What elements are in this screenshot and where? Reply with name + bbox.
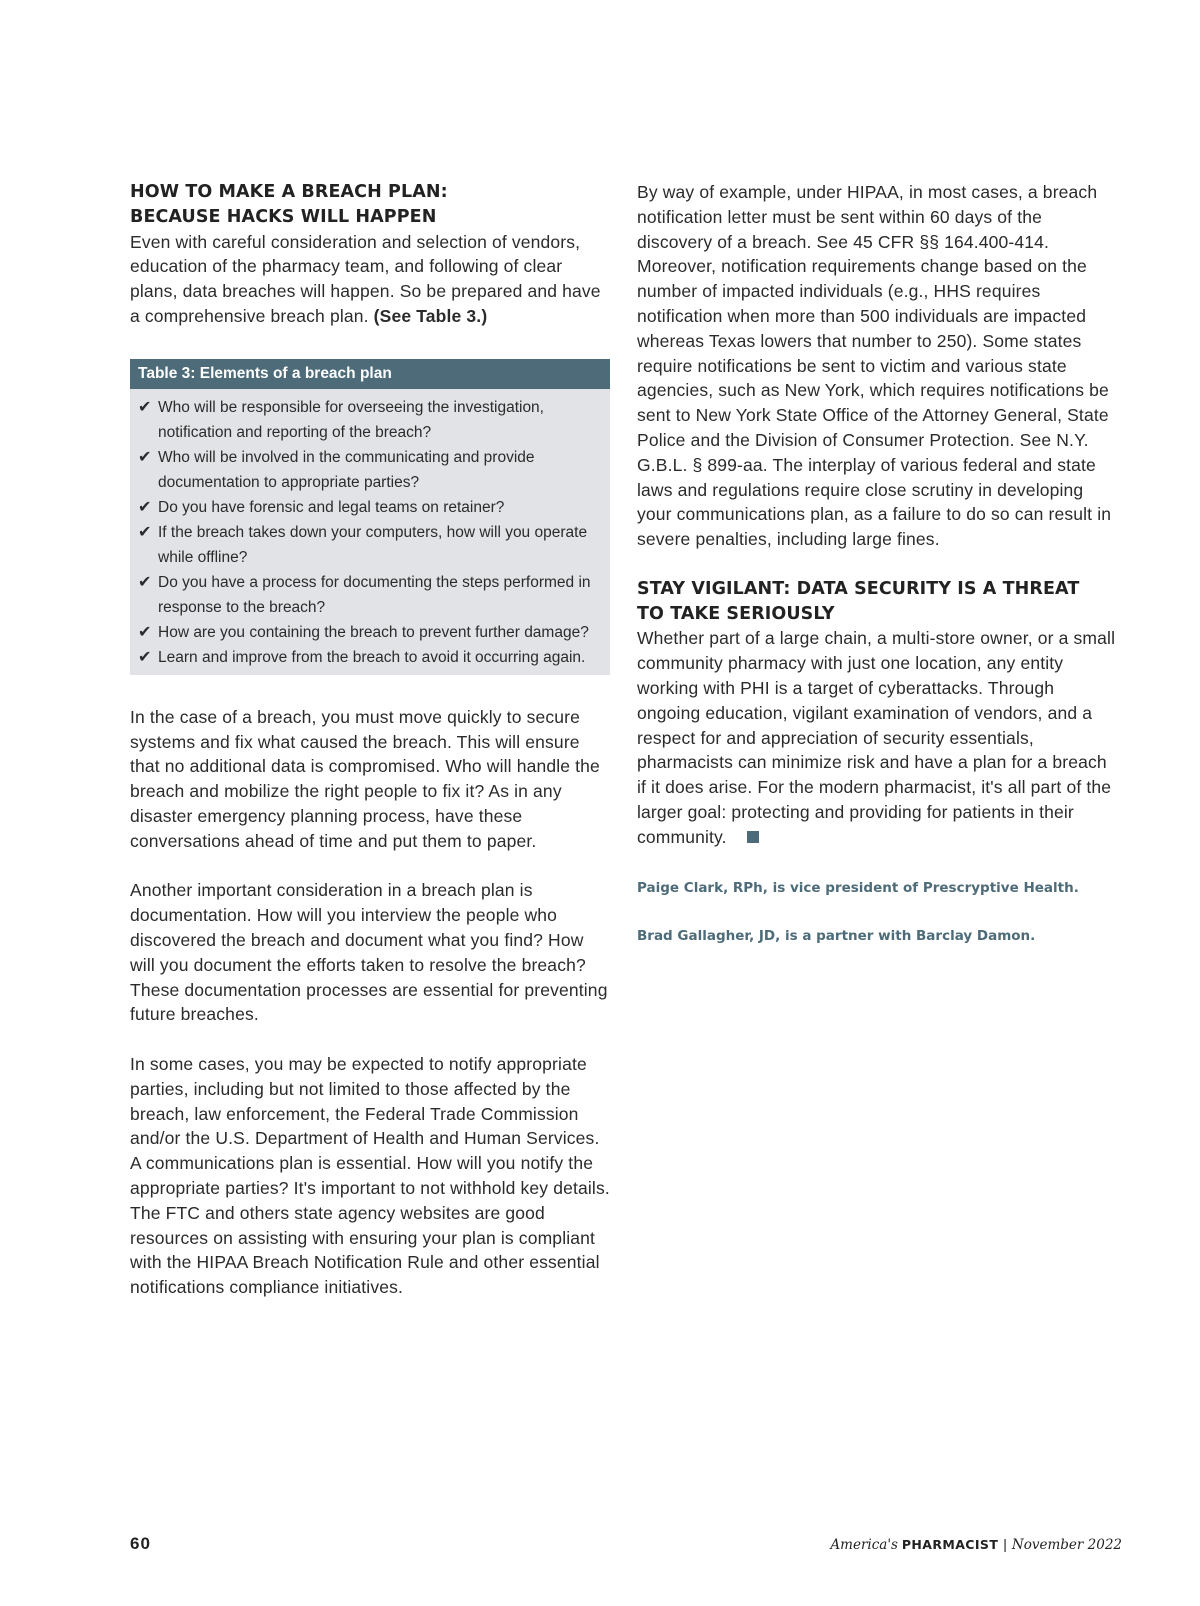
checklist-item: ✔ Do you have forensic and legal teams on retainer? (138, 495, 600, 520)
checklist-item: ✔ If the breach takes down your computers, how will you operate while offline? (138, 520, 600, 570)
checklist-item: ✔ Do you have a process for documenting the steps performed in response to the breach? (138, 570, 600, 620)
table-reference: (See Table 3.) (373, 305, 488, 326)
page-number: 60 (130, 1534, 151, 1553)
issue-date: November 2022 (1011, 1537, 1122, 1553)
checklist (130, 389, 610, 675)
page-footer (130, 1534, 1122, 1556)
body-paragraph: In the case of a breach, you must move quickly to secure systems and fix what caused the breach. This will ensure that no additional data is compromised. Who will handle the breach and mobilize the right people to fix it? As in any disaster emergency planning process, have these conversations ahead of time and put them to paper. (130, 706, 600, 851)
body-paragraph: In some cases, you may be expected to notify appropriate parties, including but not limited to those affected by the breach, law enforcement, the Federal Trade Commission and/or the U.S. Department of Health and Human Services. A communications plan is essential. How will you notify the appropriate parties? It's important to not withhold key details. The FTC and others state agency websites are good resources on assisting with ensuring your plan is compliant with the HIPAA Breach Notification Rule and other essential notifications compliance initiatives. (130, 1053, 610, 1298)
intro-paragraph: Even with careful consideration and selection of vendors, education of the pharmacy team, and following of clear plans, data breaches will happen. So be prepared and have a comprehensive breach plan. (See Table 3.) (130, 231, 601, 326)
body-paragraph: By way of example, under HIPAA, in most cases, a breach notification letter must be sent within 60 days of the discovery of a breach. See 45 CFR §§ 164.400-414. Moreover, notification requirements change based on the number of impacted individuals (e.g., HHS requires notification when more than 500 individuals are impacted whereas Texas lowers that number to 250). Some states require notifications be sent to victim and various state agencies, such as New York, which requires notifications be sent to New York State Office of the Attorney General, State Police and the Division of Consumer Protection. See N.Y. G.B.L. § 899-aa. The interplay of various federal and state laws and regulations require close scrutiny in developing your communications plan, as a failure to do so can result in severe penalties, including large fines. (637, 182, 1112, 550)
body-paragraph: Another important consideration in a breach plan is documentation. How will you interview the people who discovered the breach and document what you find? How will you document the efforts taken to resolve the breach? These documentation processes are essential for preventing future breaches. (130, 880, 608, 1025)
author-bio: Brad Gallagher, JD, is a partner with Barclay Damon. (637, 927, 1036, 944)
table-title: Table 3: Elements of a breach plan (130, 359, 610, 389)
checkmark-icon: ✔ (138, 623, 152, 641)
checklist-item: ✔ Who will be responsible for overseeing the investigation, notification and reporting of the breach? (138, 395, 600, 445)
checkmark-icon: ✔ (138, 523, 152, 541)
end-of-article-mark (747, 831, 759, 843)
closing-paragraph: Whether part of a large chain, a multi-store owner, or a small community pharmacy with just one location, any entity working with PHI is a target of cyberattacks. Through ongoing education, vigilant examination of vendors, and a respect for and appreciation of security essentials, pharmacists can minimize risk and have a plan for a breach if it does arise. For the modern pharmacist, it's all part of the larger goal: protecting and providing for patients in their community. (637, 628, 1116, 847)
checkmark-icon: ✔ (138, 498, 152, 516)
checkmark-icon: ✔ (138, 573, 152, 591)
breach-plan-table (130, 359, 610, 675)
checkmark-icon: ✔ (138, 648, 152, 666)
checkmark-icon: ✔ (138, 448, 152, 466)
left-column (130, 180, 610, 1300)
author-bio: Paige Clark, RPh, is vice president of Prescryptive Health. (637, 879, 1079, 896)
section-heading-stay-vigilant: STAY VIGILANT: DATA SECURITY IS A THREAT TO TAKE SERIOUSLY (637, 578, 1080, 624)
checkmark-icon: ✔ (138, 398, 152, 416)
section-heading-breach-plan: HOW TO MAKE A BREACH PLAN: BECAUSE HACKS WILL HAPPEN (130, 182, 448, 227)
checklist-item: ✔ Who will be involved in the communicating and provide documentation to appropriate parties? (138, 445, 600, 495)
checklist-item: ✔ Learn and improve from the breach to avoid it occurring again. (138, 645, 600, 670)
publication-masthead: America's PHARMACIST | November 2022 (830, 1536, 1122, 1553)
right-column (637, 180, 1117, 946)
checklist-item: ✔ How are you containing the breach to prevent further damage? (138, 620, 600, 645)
